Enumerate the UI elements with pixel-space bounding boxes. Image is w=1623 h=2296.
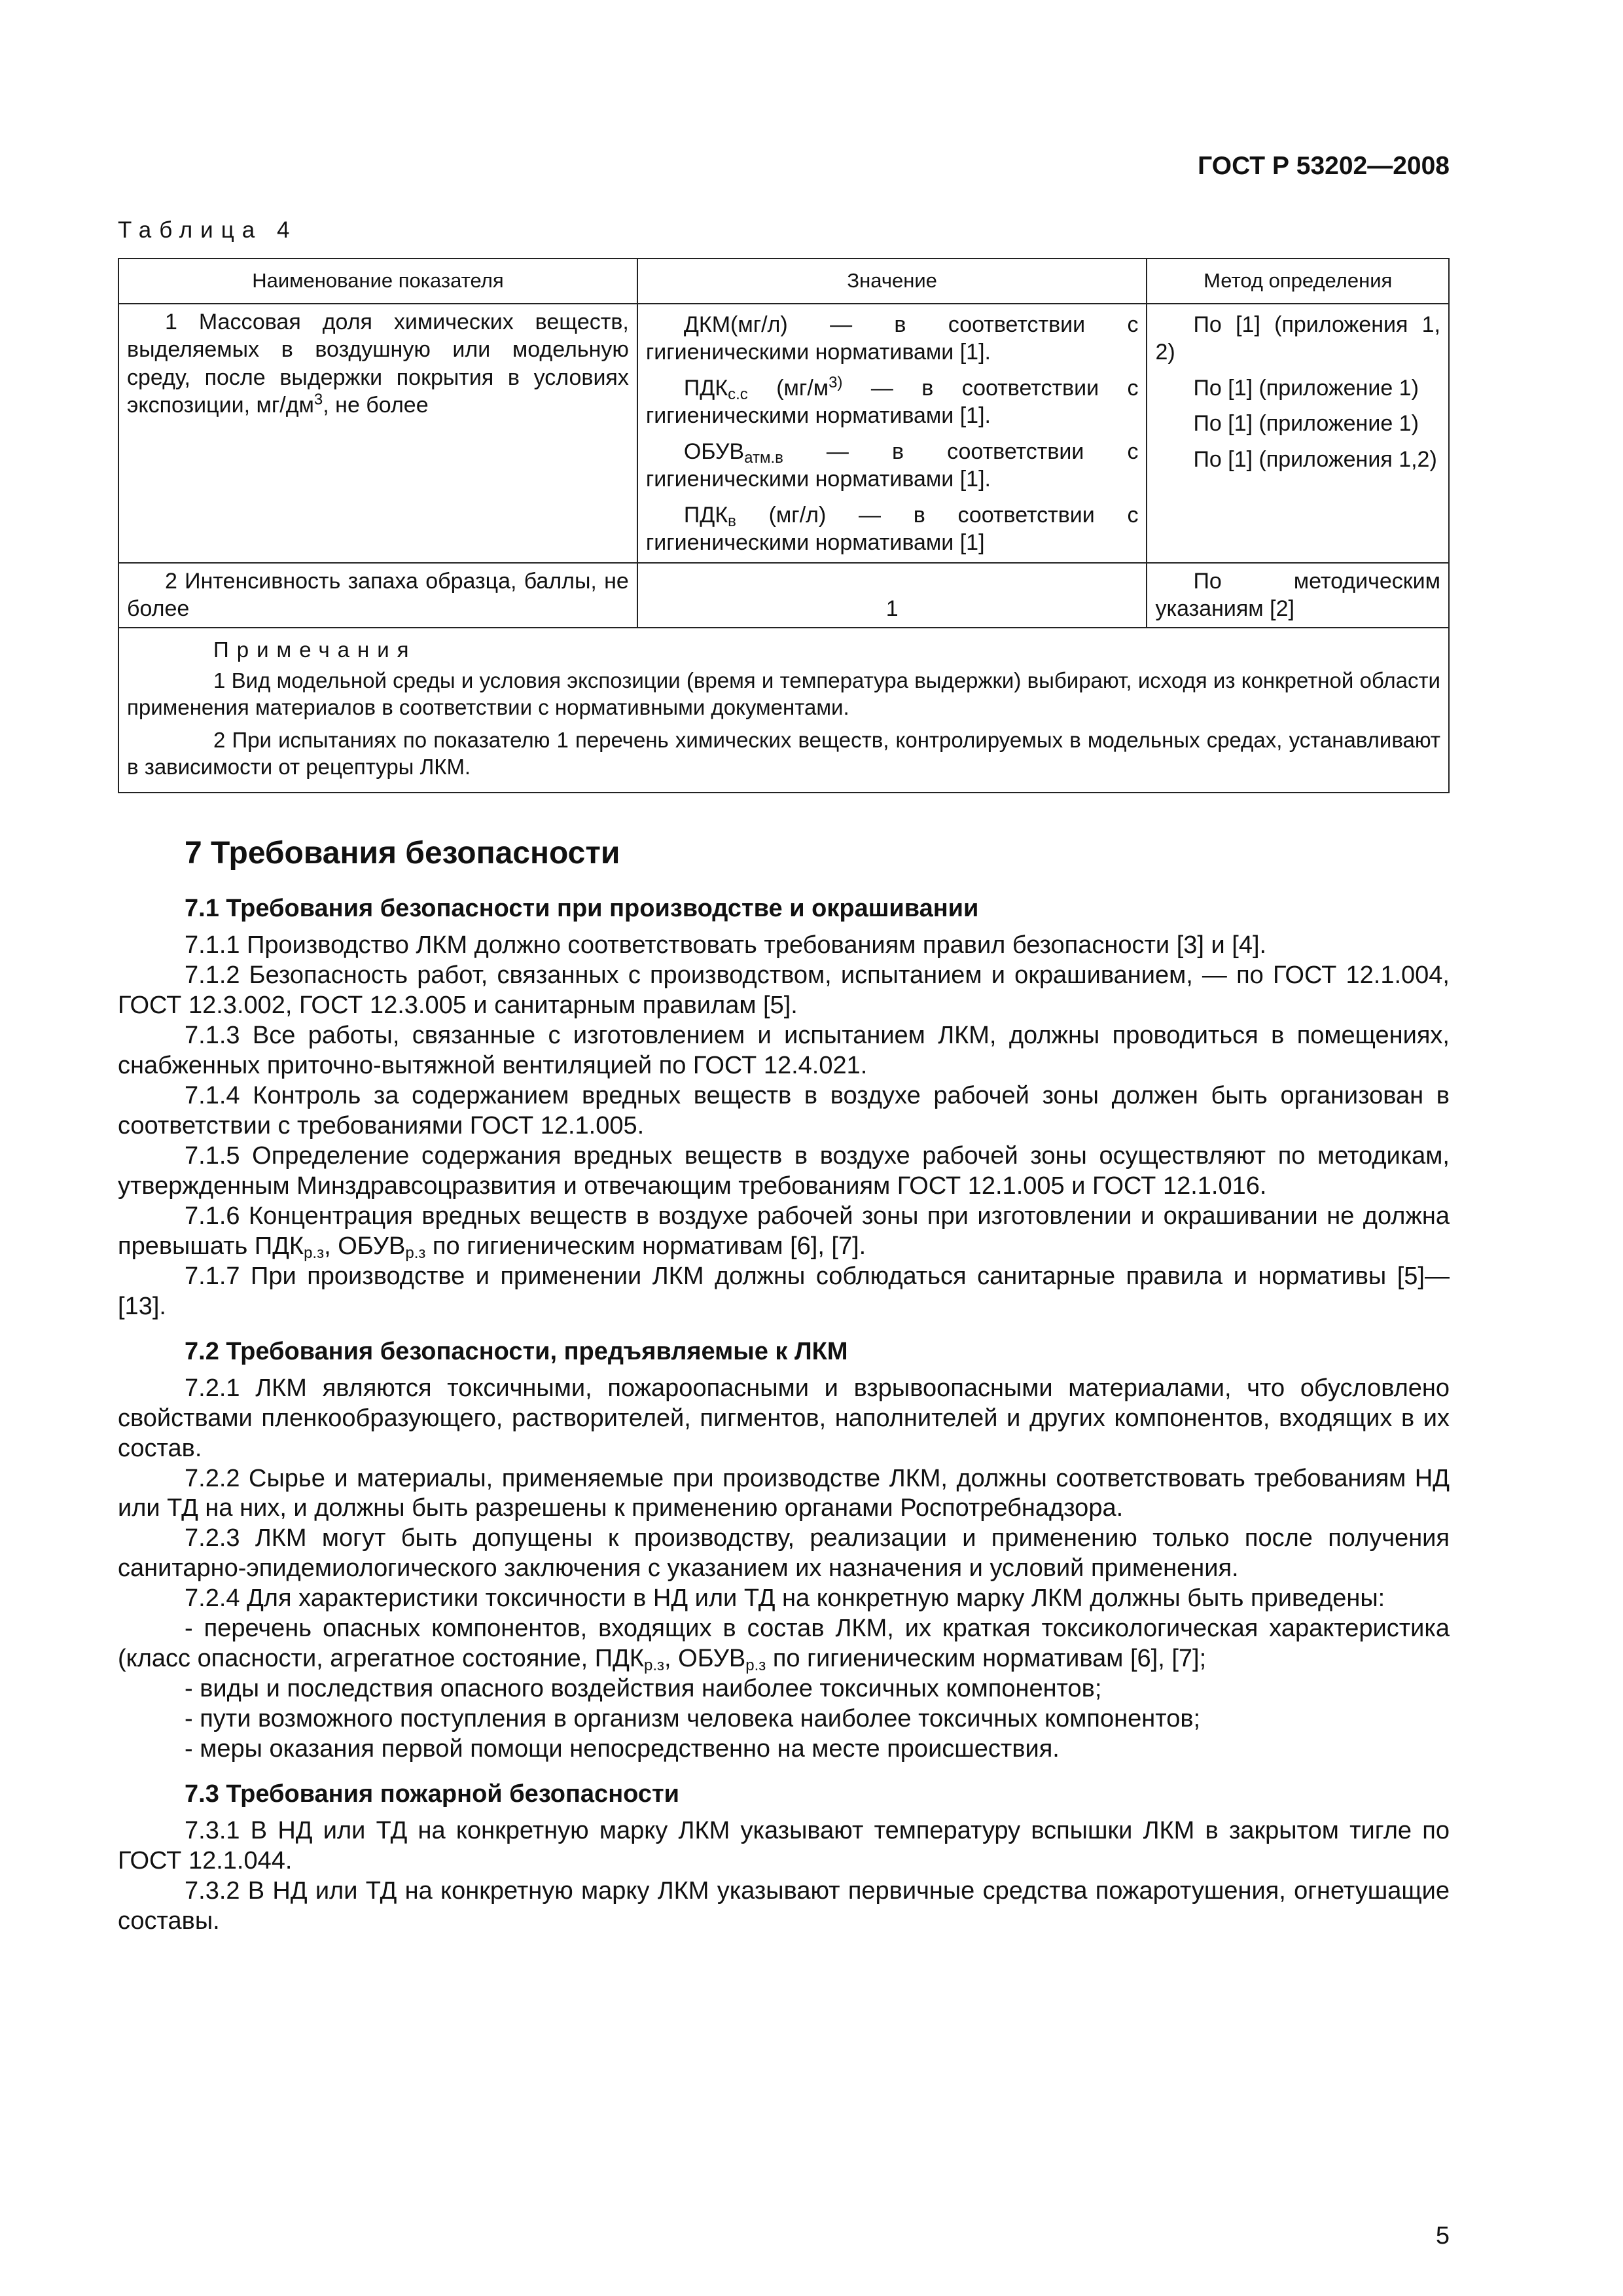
para-7-1-7: 7.1.7 При производстве и применении ЛКМ должны соблюдаться санитарные правила и нормативы [5]—[13].	[118, 1262, 1450, 1320]
row1-value-cell	[637, 304, 1147, 563]
value-pdk-ss: $ПДК_{с.с}$ ($мг/м^{3)}$ — в соответствии с гигиеническими нормативами [1].	[645, 373, 1139, 429]
method-3: По [1] (приложение 1)	[1193, 411, 1419, 437]
list-item-2: - виды и последствия опасного воздействия наиболее токсичных компонентов;	[185, 1675, 1102, 1703]
value-dkm: ДКМ(мг/л) — в соответствии с гигиеническими нормативами [1].	[645, 312, 1139, 365]
page-number: 5	[1435, 2222, 1450, 2250]
section-7	[118, 835, 1450, 1937]
section-7-1-title: 7.1 Требования безопасности при производстве и окрашивании	[185, 895, 979, 922]
list-item-4: - меры оказания первой помощи непосредственно на месте происшествия.	[185, 1735, 1060, 1763]
standard-number: ГОСТ Р 53202—2008	[1198, 152, 1450, 180]
para-7-3-2: 7.3.2 В НД или ТД на конкретную марку ЛКМ указывают первичные средства пожаротушения, огнетушащие составы.	[118, 1877, 1450, 1935]
method-1: По [1] (приложения 1, 2)	[1155, 312, 1440, 365]
row2-name-cell: 2 Интенсивность запаха образца, баллы, не более	[118, 563, 637, 628]
para-7-1-3: 7.1.3 Все работы, связанные с изготовлением и испытанием ЛКМ, должны проводиться в помещениях, снабженных приточно-вытяжной вентиляцией по ГОСТ 12.4.021.	[118, 1021, 1450, 1079]
section-7-2-title: 7.2 Требования безопасности, предъявляемые к ЛКМ	[185, 1337, 848, 1365]
table-notes-row	[118, 628, 1449, 793]
list-item-3: - пути возможного поступления в организм человека наиболее токсичных компонентов;	[185, 1705, 1201, 1733]
list-item-1: - перечень опасных компонентов, входящих в состав ЛКМ, их краткая токсикологическая характеристика (класс опасности, агрегатное состояние, $ПДК_{р.з}$, $ОБУВ_{р.з}$ по гигиеническим нормативам [6], [7];	[118, 1615, 1450, 1675]
value-pdk-v: $ПДК_в$ (мг/л) — в соответствии с гигиеническими нормативами [1]	[645, 502, 1139, 556]
row1-method-cell	[1147, 304, 1449, 563]
table-notes	[118, 628, 1449, 793]
method-4: По [1] (приложения 1,2)	[1193, 446, 1437, 472]
method-2: По [1] (приложение 1)	[1193, 375, 1419, 401]
table-4	[118, 258, 1450, 793]
section-7-3-title: 7.3 Требования пожарной безопасности	[185, 1780, 679, 1808]
table-row-1	[118, 304, 1449, 563]
column-header-name: Наименование показателя	[118, 259, 637, 304]
para-7-3-1: 7.3.1 В НД или ТД на конкретную марку ЛКМ указывают температуру вспышки ЛКМ в закрытом тигле по ГОСТ 12.1.044.	[118, 1817, 1450, 1875]
column-header-method: Метод определения	[1147, 259, 1449, 304]
para-7-1-5: 7.1.5 Определение содержания вредных веществ в воздухе рабочей зоны осуществляют по методикам, утвержденным Минздравсоцразвития и отвечающим требованиям ГОСТ 12.1.005 и ГОСТ 12.1.016.	[118, 1141, 1450, 1200]
notes-heading: Примечания	[213, 637, 417, 662]
table-row-2	[118, 563, 1449, 628]
section-7-title: 7 Требования безопасности	[185, 836, 620, 870]
value-obuv-atm: $ОБУВ_{атм.в}$ — в соответствии с гигиеническими нормативами [1].	[645, 439, 1139, 492]
para-7-1-4: 7.1.4 Контроль за содержанием вредных веществ в воздухе рабочей зоны должен быть организован в соответствии с требованиями ГОСТ 12.1.005.	[118, 1081, 1450, 1139]
para-7-1-1: 7.1.1 Производство ЛКМ должно соответствовать требованиям правил безопасности [3] и [4].	[185, 931, 1267, 959]
para-7-2-3: 7.2.3 ЛКМ могут быть допущены к производству, реализации и применению только после получения санитарно-эпидемиологического заключения с указанием их назначения и условий применения.	[118, 1524, 1450, 1583]
para-7-1-6: 7.1.6 Концентрация вредных веществ в воздухе рабочей зоны при изготовлении и окрашивании не должна превышать $ПДК_{р.з}$, $ОБУВ_{р.з}$ по гигиеническим нормативам [6], [7].	[118, 1202, 1450, 1262]
para-7-2-4: 7.2.4 Для характеристики токсичности в НД или ТД на конкретную марку ЛКМ должны быть приведены:	[185, 1585, 1385, 1613]
para-7-2-1: 7.2.1 ЛКМ являются токсичными, пожароопасными и взрывоопасными материалами, что обусловлено свойствами пленкообразующего, растворителей, пигментов, наполнителей и других компонентов, входящих в их состав.	[118, 1374, 1450, 1462]
table-caption: Таблица 4	[118, 217, 298, 243]
row1-name-cell: 1 Массовая доля химических веществ, выделяемых в воздушную или модельную среду, после выдержки покрытия в условиях экспозиции, $мг/дм^3$, не более	[118, 304, 637, 563]
note-1: 1 Вид модельной среды и условия экспозиции (время и температура выдержки) выбирают, исходя из конкретной области применения материалов в соответствии с нормативными документами.	[127, 668, 1440, 720]
table-header-row	[118, 259, 1449, 304]
row2-method-cell: По методическим указаниям [2]	[1147, 563, 1449, 628]
row2-value-cell: 1	[637, 563, 1147, 628]
note-2: 2 При испытаниях по показателю 1 перечень химических веществ, контролируемых в модельных средах, устанавливают в зависимости от рецептуры ЛКМ.	[127, 727, 1440, 779]
column-header-value: Значение	[637, 259, 1147, 304]
para-7-2-2: 7.2.2 Сырье и материалы, применяемые при производстве ЛКМ, должны соответствовать требованиям НД или ТД на них, и должны быть разрешены к применению органами Роспотребнадзора.	[118, 1464, 1450, 1522]
para-7-1-2: 7.1.2 Безопасность работ, связанных с производством, испытанием и окрашиванием, — по ГОСТ 12.1.004, ГОСТ 12.3.002, ГОСТ 12.3.005 и санитарным правилам [5].	[118, 961, 1450, 1019]
